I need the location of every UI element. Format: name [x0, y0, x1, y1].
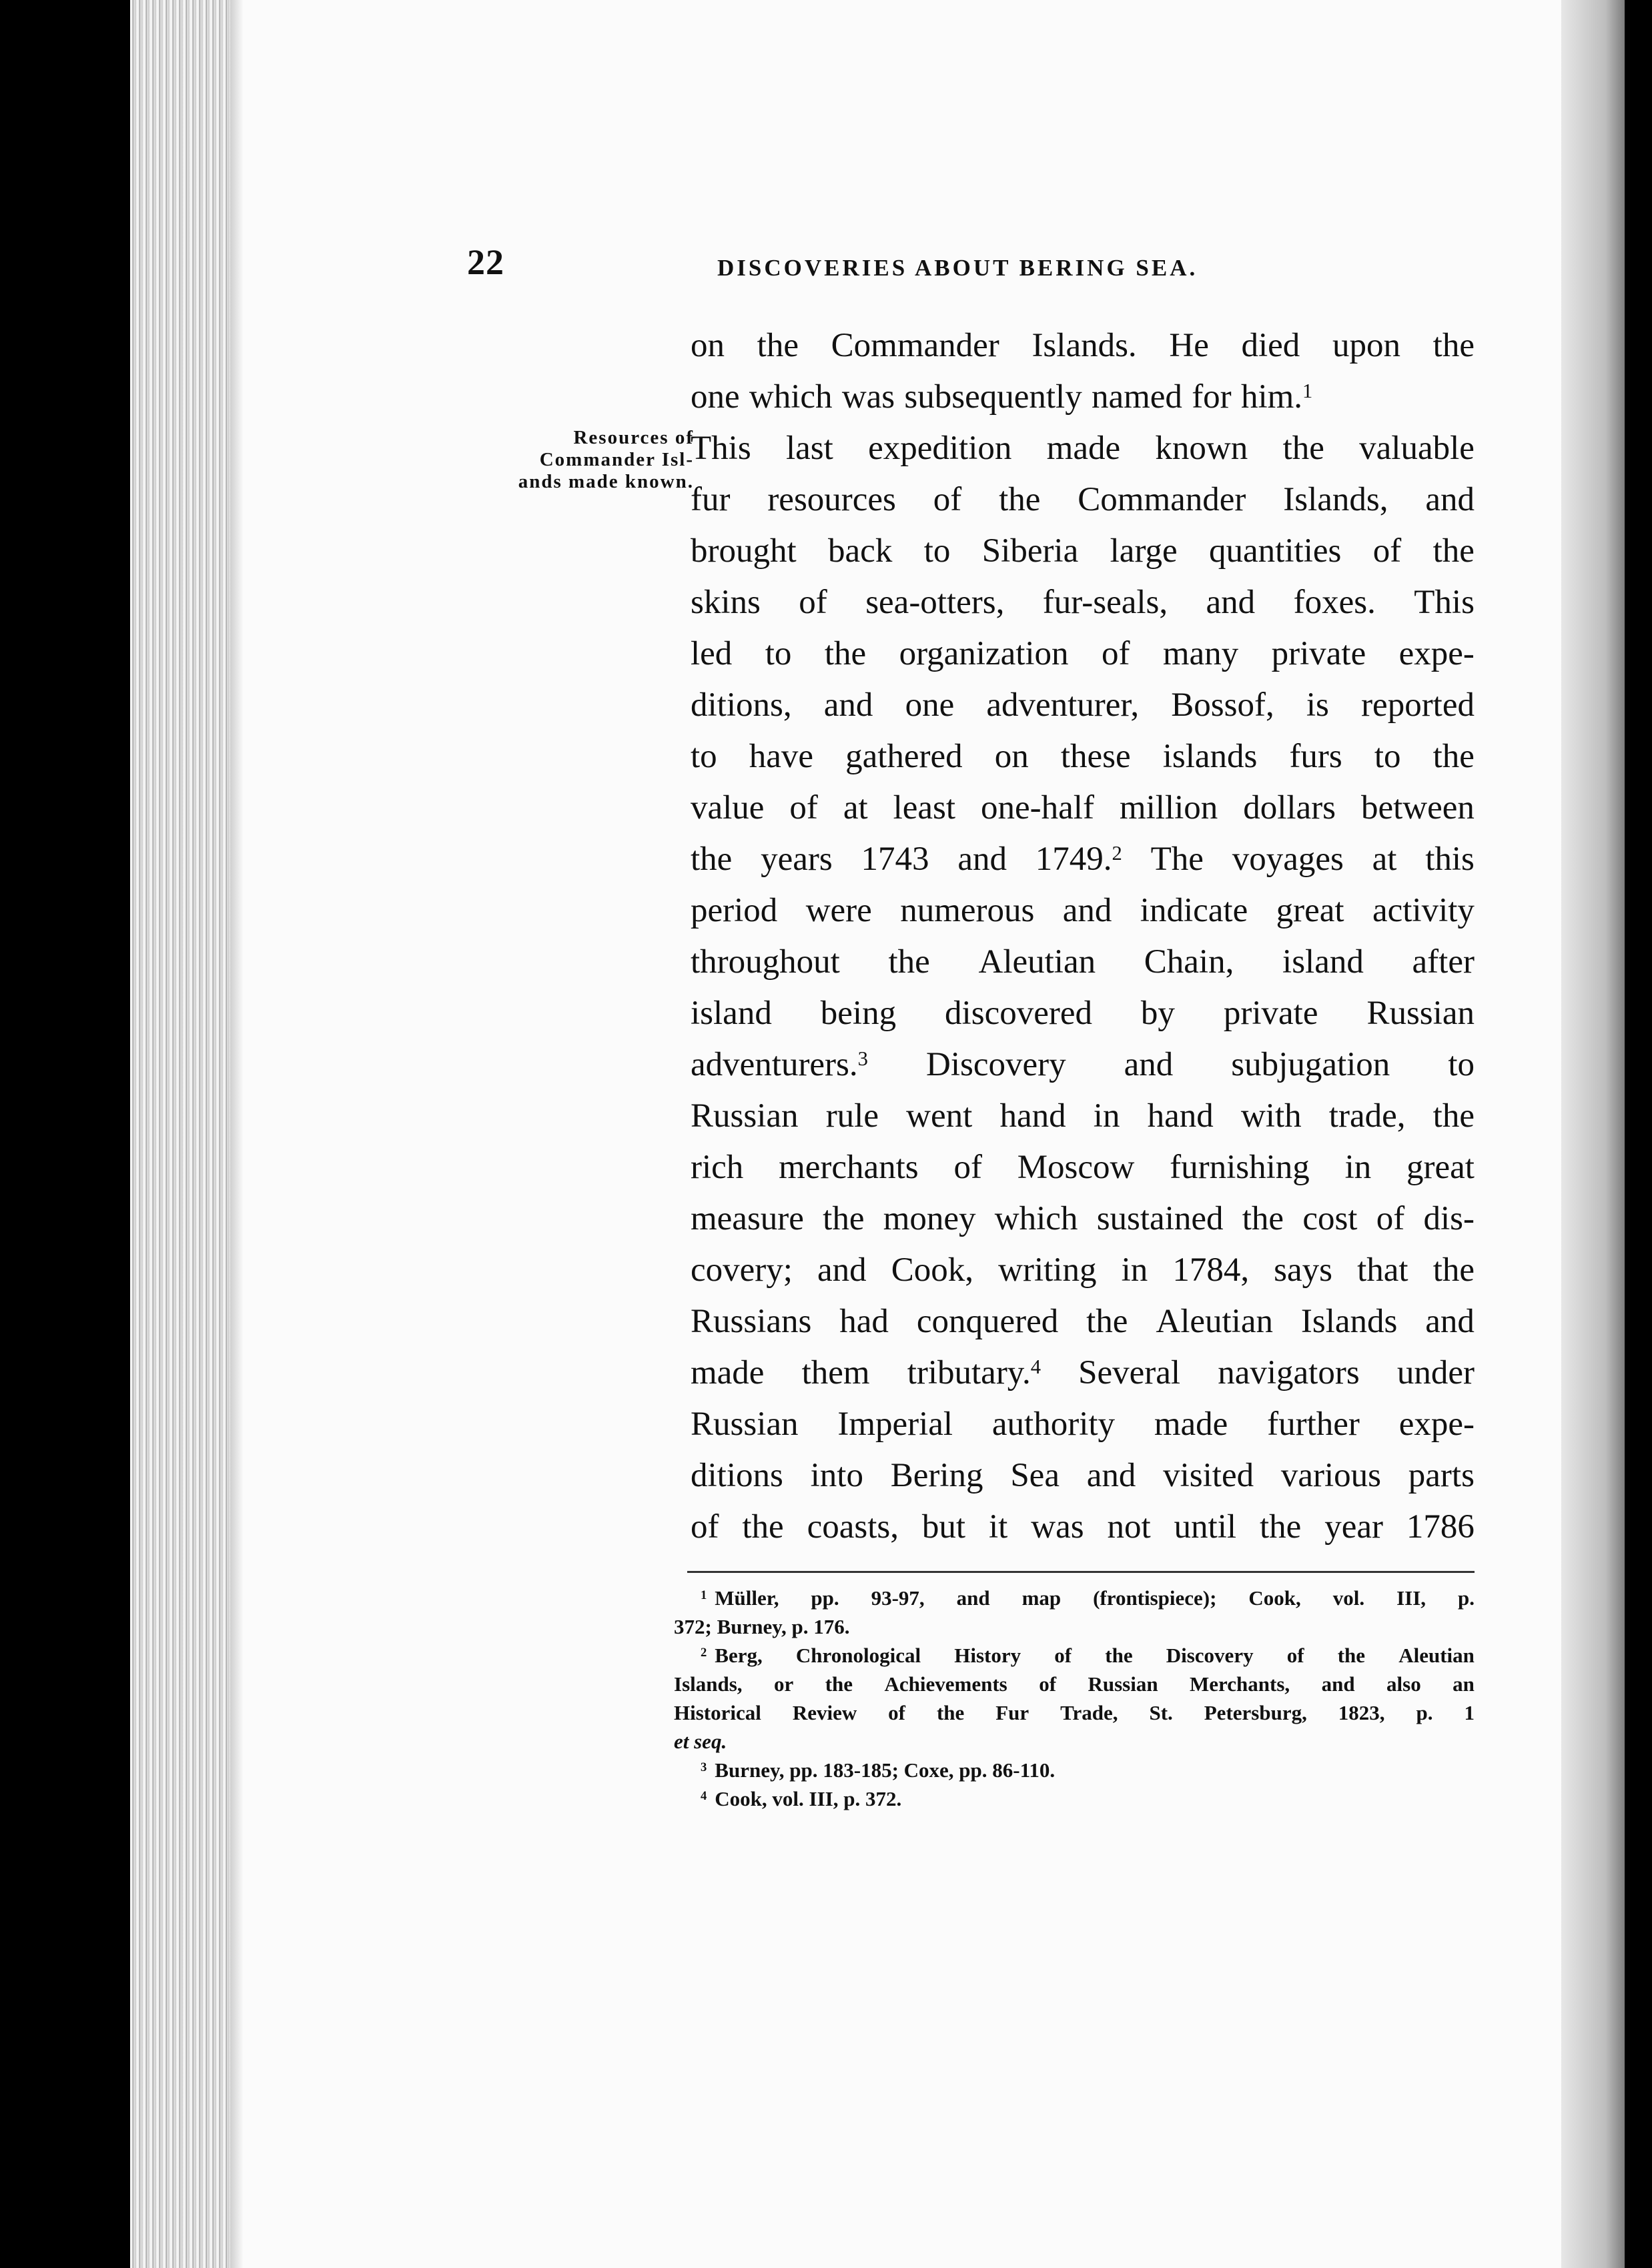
footnote-line: et seq.	[674, 1730, 727, 1753]
text-line: on the Commander Islands. He died upon the	[691, 327, 1475, 364]
footnote-mark: 3	[701, 1760, 707, 1774]
footnote-ref: 4	[1030, 1355, 1042, 1378]
footnote-rule	[687, 1571, 1475, 1573]
text-line: measure the money which sustained the cost of dis-	[691, 1200, 1475, 1237]
page-gutter	[230, 0, 244, 2268]
footnote-line: $^2$ Berg, Chronological History of the Discovery of the Aleutian	[701, 1644, 1475, 1667]
text-line: throughout the Aleutian Chain, island after	[691, 943, 1475, 981]
footnote-mark: 4	[701, 1788, 707, 1803]
text-line: covery; and Cook, writing in 1784, says that the	[691, 1251, 1475, 1289]
scan-border-right	[1625, 0, 1652, 2268]
text-line: period were numerous and indicate great activity	[691, 892, 1475, 929]
running-title: DISCOVERIES ABOUT BERING SEA.	[717, 255, 1198, 281]
text-line: ditions, and one adventurer, Bossof, is reported	[691, 686, 1475, 724]
page-edges	[130, 0, 230, 2268]
scan-border-left	[0, 0, 130, 2268]
footnote-ref: 2	[1112, 841, 1122, 865]
margin-note-line: ands made known.	[518, 471, 694, 492]
text-line: Russians had conquered the Aleutian Islands and	[691, 1303, 1475, 1340]
margin-note-line: Resources of	[573, 427, 694, 448]
footnotes	[674, 1584, 1475, 1813]
text-line: skins of sea-otters, fur-seals, and foxes. This	[691, 584, 1475, 621]
text-line: This last expedition made known the valuable	[691, 430, 1475, 467]
text-line: to have gathered on these islands furs to the	[691, 738, 1475, 775]
right-page-shadow	[1561, 0, 1625, 2268]
text-line: ditions into Bering Sea and visited various parts	[691, 1457, 1475, 1494]
page-number: 22	[467, 242, 504, 282]
text-line: made them tributary.$^4$ Several navigators under	[691, 1354, 1475, 1391]
footnote-line: Historical Review of the Fur Trade, St. Petersburg, 1823, p. 1	[674, 1701, 1475, 1724]
footnote-mark: 1	[701, 1588, 707, 1602]
footnote-line: $^4$ Cook, vol. III, p. 372.	[701, 1787, 902, 1810]
text-line: rich merchants of Moscow furnishing in great	[691, 1149, 1475, 1186]
footnote-line: 372; Burney, p. 176.	[674, 1615, 850, 1638]
body-text	[691, 320, 1475, 1553]
text-line: the years 1743 and 1749.$^2$ The voyages at this	[691, 840, 1475, 878]
margin-note-line: Commander Isl-	[539, 449, 694, 470]
footnote-ref: 1	[1302, 379, 1313, 402]
margin-note	[454, 427, 694, 493]
text-line: of the coasts, but it was not until the year 1786	[691, 1508, 1475, 1546]
text-line: Russian Imperial authority made further expe-	[691, 1405, 1475, 1443]
running-head	[467, 241, 1481, 295]
footnote-ref: 3	[857, 1047, 868, 1070]
text-line: island being discovered by private Russian	[691, 995, 1475, 1032]
text-line: adventurers.$^3$ Discovery and subjugation to	[691, 1046, 1475, 1083]
text-line: one which was subsequently named for him.$^1$	[691, 378, 1313, 416]
text-line: brought back to Siberia large quantities of the	[691, 532, 1475, 570]
text-line: Russian rule went hand in hand with trade, the	[691, 1097, 1475, 1135]
text-line: led to the organization of many private expe-	[691, 635, 1475, 672]
text-line: value of at least one-half million dollars between	[691, 789, 1475, 826]
footnote-line: $^3$ Burney, pp. 183-185; Coxe, pp. 86-110.	[701, 1758, 1056, 1782]
footnote-mark: 2	[701, 1645, 707, 1660]
text-line: fur resources of the Commander Islands, and	[691, 481, 1475, 518]
footnote-line: Islands, or the Achievements of Russian Merchants, and also an	[674, 1672, 1475, 1696]
footnote-line: $^1$ Müller, pp. 93-97, and map (frontispiece); Cook, vol. III, p.	[701, 1586, 1475, 1610]
